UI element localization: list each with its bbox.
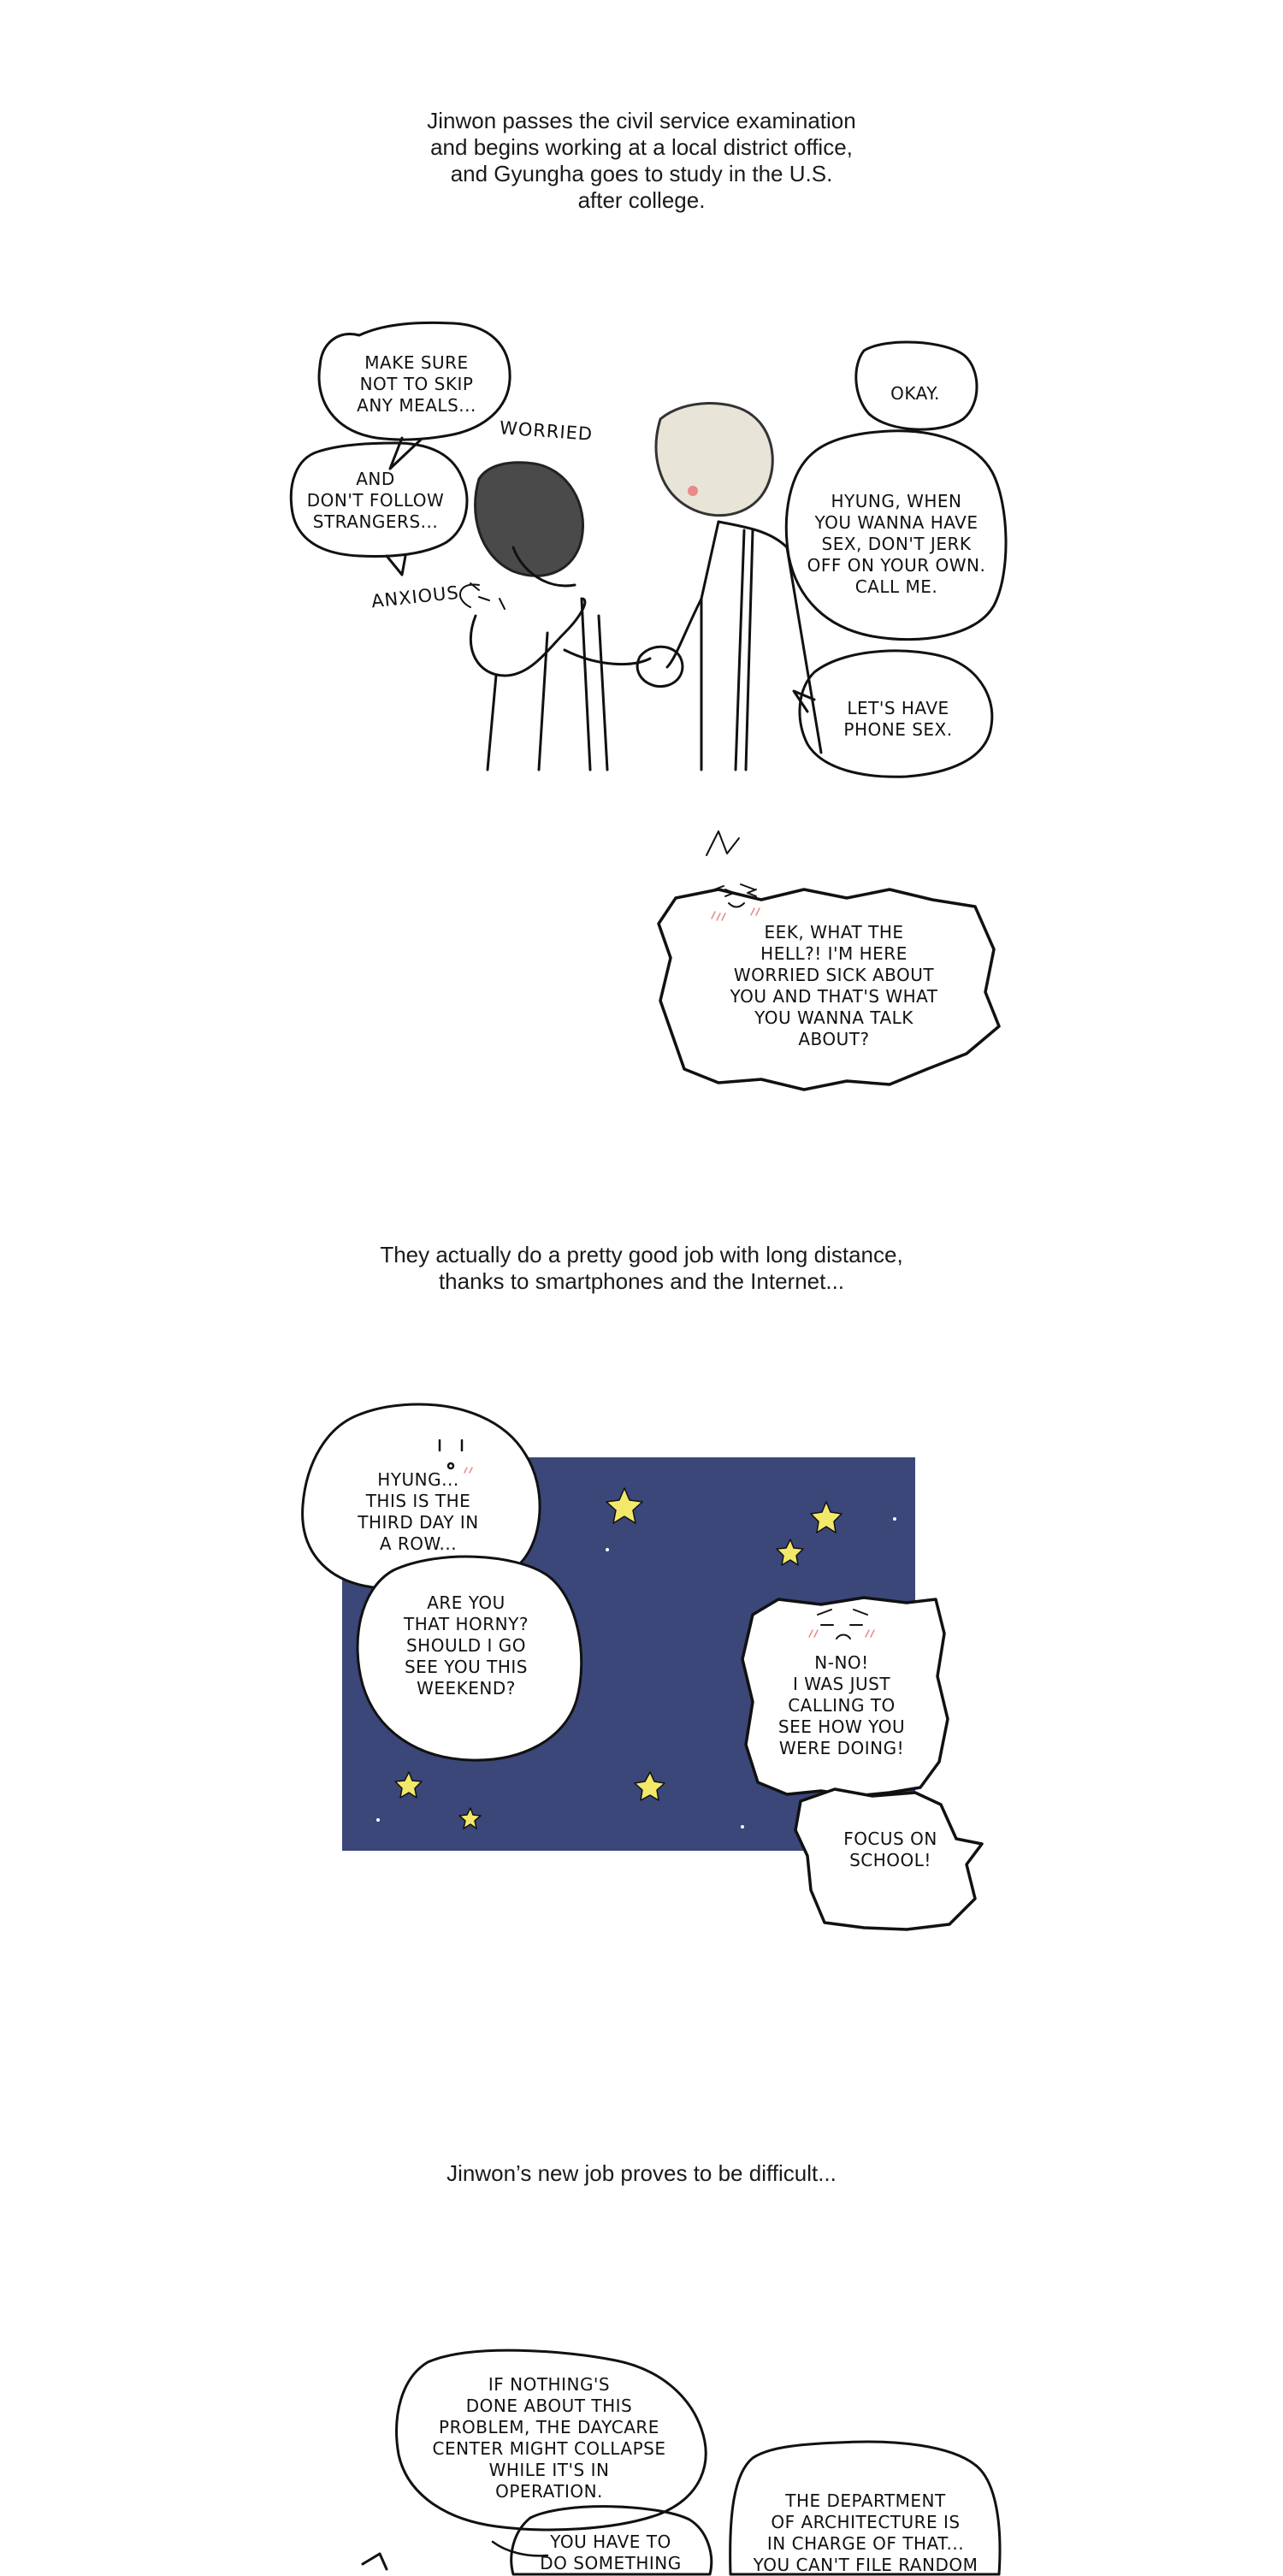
sfx-worried: WORRIED: [499, 417, 594, 445]
narration-long-distance: They actually do a pretty good job with long distance, thanks to smartphones and the Internet...: [380, 1242, 903, 1294]
narration-new-job: Jinwon’s new job proves to be difficult...: [446, 2160, 837, 2186]
bubble-text-nno: N-NO! I WAS JUST CALLING TO SEE HOW YOU WERE DOING!: [777, 1652, 906, 1758]
bubble-text-strangers: AND DON'T FOLLOW STRANGERS...: [306, 469, 445, 532]
sfx-anxious: ANXIOUS: [370, 582, 460, 612]
bubble-text-meals: MAKE SURE NOT TO SKIP ANY MEALS...: [357, 352, 476, 416]
narration-intro: Jinwon passes the civil service examination and begins working at a local district office, and Gyungha goes to study in the U.S. after college.: [427, 108, 856, 213]
bubble-text-third-day: HYUNG... THIS IS THE THIRD DAY IN A ROW...: [358, 1469, 479, 1554]
bubble-text-okay: OKAY.: [890, 383, 940, 404]
bubble-text-horny: ARE YOU THAT HORNY? SHOULD I GO SEE YOU THIS WEEKEND?: [404, 1592, 529, 1699]
bubble-text-department: THE DEPARTMENT OF ARCHITECTURE IS IN CHARGE OF THAT... YOU CAN'T FILE RANDOM: [753, 2490, 979, 2575]
bubble-text-eek: EEK, WHAT THE HELL?! I'M HERE WORRIED SICK ABOUT YOU AND THAT'S WHAT YOU WANNA TALK ABOUT?: [730, 922, 938, 1049]
bubble-text-hyung: HYUNG, WHEN YOU WANNA HAVE SEX, DON'T JERK OFF ON YOUR OWN. CALL ME.: [807, 491, 986, 597]
bubble-text-focus: FOCUS ON SCHOOL!: [843, 1829, 937, 1870]
bubble-text-phone: LET'S HAVE PHONE SEX.: [843, 698, 953, 740]
jinwon-figure: [460, 463, 650, 770]
bubble-text-you-have: YOU HAVE TO DO SOMETHING: [540, 2532, 682, 2573]
bubble-text-daycare: IF NOTHING'S DONE ABOUT THIS PROBLEM, THE DAYCARE CENTER MIGHT COLLAPSE WHILE IT'S IN OPERATION.: [432, 2374, 666, 2502]
